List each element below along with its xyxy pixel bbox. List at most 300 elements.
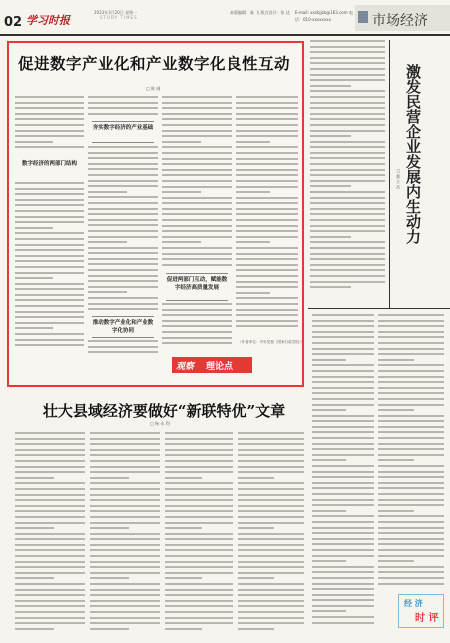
text-line bbox=[238, 449, 304, 451]
text-line bbox=[312, 381, 374, 383]
text-line bbox=[312, 404, 374, 406]
text-line bbox=[236, 197, 298, 199]
text-line bbox=[88, 275, 158, 277]
text-line bbox=[162, 118, 232, 120]
text-line bbox=[312, 454, 374, 456]
text-line bbox=[310, 208, 385, 210]
text-line bbox=[378, 471, 444, 473]
text-line bbox=[238, 477, 274, 479]
text-line bbox=[162, 314, 232, 316]
text-line bbox=[310, 74, 385, 76]
text-line bbox=[15, 594, 85, 596]
text-line bbox=[312, 487, 374, 489]
text-line bbox=[238, 432, 304, 434]
body-text-column bbox=[15, 182, 84, 350]
text-line bbox=[236, 202, 298, 204]
text-line bbox=[15, 322, 84, 324]
text-line bbox=[88, 286, 158, 288]
text-line bbox=[236, 107, 298, 109]
stamp-right-text: 理论点 bbox=[206, 362, 234, 372]
text-line bbox=[162, 208, 232, 210]
text-line bbox=[312, 622, 374, 624]
text-line bbox=[238, 617, 304, 619]
text-line bbox=[378, 515, 444, 517]
contact-info: E-mail: xxsbjjzk@163.com 电话：010-xxxxxxxx bbox=[295, 10, 353, 22]
text-line bbox=[162, 241, 201, 243]
text-line bbox=[236, 191, 270, 193]
text-line bbox=[88, 258, 158, 260]
text-line bbox=[162, 197, 232, 199]
text-line bbox=[162, 264, 232, 266]
text-line bbox=[312, 409, 346, 411]
text-line bbox=[165, 466, 233, 468]
text-line bbox=[310, 96, 385, 98]
text-line bbox=[165, 617, 233, 619]
text-line bbox=[15, 210, 84, 212]
badge-line-2: 时 评 bbox=[415, 613, 439, 624]
subhead: 促进两部门互动，赋能数字经济高质量发展 bbox=[166, 277, 228, 291]
text-line bbox=[15, 505, 85, 507]
text-line bbox=[15, 561, 85, 563]
text-line bbox=[165, 589, 233, 591]
text-line bbox=[15, 527, 54, 529]
text-line bbox=[378, 409, 414, 411]
text-line bbox=[165, 594, 233, 596]
text-line bbox=[312, 376, 374, 378]
text-line bbox=[236, 264, 298, 266]
text-line bbox=[90, 577, 129, 579]
text-line bbox=[312, 426, 374, 428]
text-line bbox=[165, 538, 233, 540]
text-line bbox=[238, 533, 304, 535]
text-line bbox=[88, 96, 158, 98]
second-article-headline[interactable]: 壮大县域经济要做好“新联特优”文章 bbox=[42, 402, 286, 420]
text-line bbox=[15, 443, 85, 445]
text-line bbox=[90, 494, 160, 496]
text-line bbox=[310, 236, 351, 238]
text-line bbox=[238, 443, 304, 445]
body-text-column bbox=[238, 432, 304, 636]
text-line bbox=[312, 560, 346, 562]
text-line bbox=[90, 533, 160, 535]
text-line bbox=[312, 364, 374, 366]
text-line bbox=[312, 336, 374, 338]
text-line bbox=[90, 622, 160, 624]
section-title: 市场经济 bbox=[372, 13, 428, 29]
text-line bbox=[165, 544, 233, 546]
text-line bbox=[236, 253, 298, 255]
text-line bbox=[88, 202, 158, 204]
text-line bbox=[165, 577, 202, 579]
text-line bbox=[236, 230, 298, 232]
text-line bbox=[15, 477, 54, 479]
column-article-headline[interactable]: 激发民营企业发展内生动力 bbox=[404, 64, 422, 244]
text-line bbox=[312, 504, 374, 506]
text-line bbox=[378, 555, 444, 557]
text-line bbox=[15, 232, 84, 234]
text-line bbox=[165, 516, 233, 518]
text-line bbox=[88, 208, 158, 210]
text-line bbox=[312, 515, 374, 517]
text-line bbox=[238, 499, 304, 501]
text-line bbox=[238, 466, 304, 468]
text-line bbox=[378, 487, 444, 489]
text-line bbox=[15, 227, 53, 229]
divider bbox=[92, 121, 154, 122]
text-line bbox=[15, 130, 84, 132]
text-line bbox=[88, 157, 158, 159]
text-line bbox=[162, 320, 232, 322]
text-line bbox=[162, 202, 232, 204]
text-line bbox=[15, 288, 84, 290]
text-line bbox=[162, 174, 232, 176]
text-line bbox=[378, 353, 444, 355]
text-line bbox=[378, 510, 414, 512]
text-line bbox=[165, 438, 233, 440]
text-line bbox=[310, 281, 385, 283]
text-line bbox=[90, 617, 160, 619]
text-line bbox=[165, 561, 233, 563]
text-line bbox=[15, 454, 85, 456]
text-line bbox=[378, 527, 444, 529]
text-line bbox=[165, 522, 233, 524]
text-line bbox=[88, 297, 158, 299]
body-text-column bbox=[165, 432, 233, 636]
text-line bbox=[312, 471, 374, 473]
text-line bbox=[236, 286, 298, 288]
text-line bbox=[88, 252, 158, 254]
text-line bbox=[236, 186, 298, 188]
text-line bbox=[90, 555, 160, 557]
text-line bbox=[236, 174, 298, 176]
issue-date: 2023年3月20日 星期一 bbox=[94, 10, 138, 15]
text-line bbox=[238, 505, 304, 507]
text-line bbox=[236, 146, 298, 148]
text-line bbox=[378, 364, 444, 366]
text-line bbox=[238, 622, 304, 624]
text-line bbox=[88, 280, 158, 282]
text-line bbox=[312, 465, 374, 467]
text-line bbox=[88, 263, 158, 265]
text-line bbox=[88, 191, 127, 193]
text-line bbox=[162, 191, 201, 193]
text-line bbox=[162, 163, 232, 165]
text-line bbox=[165, 533, 233, 535]
text-line bbox=[88, 247, 158, 249]
text-line bbox=[238, 510, 304, 512]
text-line bbox=[15, 283, 84, 285]
text-line bbox=[162, 141, 201, 143]
text-line bbox=[236, 247, 298, 249]
text-line bbox=[310, 90, 385, 92]
text-line bbox=[238, 594, 304, 596]
text-line bbox=[15, 141, 53, 143]
text-line bbox=[15, 102, 84, 104]
text-line bbox=[378, 577, 444, 579]
text-line bbox=[310, 146, 385, 148]
text-line bbox=[236, 135, 298, 137]
text-line bbox=[165, 611, 233, 613]
text-line bbox=[90, 628, 129, 630]
text-line bbox=[15, 466, 85, 468]
text-line bbox=[15, 199, 84, 201]
text-line bbox=[90, 605, 160, 607]
text-line bbox=[90, 516, 160, 518]
text-line bbox=[15, 260, 84, 262]
text-line bbox=[310, 202, 385, 204]
text-line bbox=[15, 146, 84, 148]
text-line bbox=[162, 130, 232, 132]
text-line bbox=[378, 476, 444, 478]
text-line bbox=[236, 275, 298, 277]
text-line bbox=[90, 460, 160, 462]
text-line bbox=[310, 85, 351, 87]
text-line bbox=[90, 499, 160, 501]
text-line bbox=[378, 320, 444, 322]
text-line bbox=[312, 588, 374, 590]
frame-line bbox=[389, 40, 390, 308]
text-line bbox=[165, 549, 233, 551]
text-line bbox=[378, 331, 444, 333]
text-line bbox=[310, 102, 385, 104]
text-line bbox=[162, 152, 232, 154]
text-line bbox=[162, 146, 232, 148]
text-line bbox=[236, 281, 298, 283]
text-line bbox=[15, 118, 84, 120]
text-line bbox=[90, 544, 160, 546]
text-line bbox=[312, 577, 374, 579]
text-line bbox=[236, 303, 298, 305]
text-line bbox=[15, 272, 84, 274]
text-line bbox=[165, 600, 233, 602]
text-line bbox=[238, 628, 274, 630]
text-line bbox=[310, 185, 351, 187]
text-line bbox=[90, 454, 160, 456]
text-line bbox=[165, 494, 233, 496]
text-line bbox=[310, 113, 385, 115]
subhead: 数字经济的两部门结构 bbox=[21, 161, 77, 167]
text-line bbox=[88, 291, 127, 293]
text-line bbox=[165, 555, 233, 557]
text-line bbox=[162, 169, 232, 171]
text-line bbox=[90, 438, 160, 440]
text-line bbox=[310, 163, 385, 165]
text-line bbox=[238, 438, 304, 440]
text-line bbox=[15, 182, 84, 184]
text-line bbox=[88, 351, 158, 353]
text-line bbox=[15, 572, 85, 574]
text-line bbox=[378, 454, 444, 456]
text-line bbox=[312, 348, 374, 350]
text-line bbox=[378, 465, 444, 467]
text-line bbox=[312, 616, 374, 618]
text-line bbox=[88, 346, 158, 348]
text-line bbox=[378, 538, 444, 540]
text-line bbox=[90, 510, 160, 512]
text-line bbox=[378, 392, 444, 394]
text-line bbox=[310, 57, 385, 59]
text-line bbox=[236, 163, 298, 165]
text-line bbox=[378, 499, 444, 501]
text-line bbox=[90, 522, 160, 524]
text-line bbox=[162, 258, 232, 260]
text-line bbox=[312, 320, 374, 322]
text-line bbox=[90, 572, 160, 574]
text-line bbox=[165, 482, 233, 484]
text-line bbox=[310, 107, 385, 109]
text-line bbox=[162, 135, 232, 137]
text-line bbox=[378, 504, 444, 506]
text-line bbox=[312, 387, 374, 389]
text-line bbox=[310, 118, 385, 120]
text-line bbox=[162, 158, 232, 160]
text-line bbox=[312, 437, 374, 439]
text-line bbox=[312, 476, 374, 478]
text-line bbox=[238, 454, 304, 456]
author-note: （作者单位：中央党校（国家行政学院）） bbox=[238, 340, 305, 344]
text-line bbox=[236, 102, 298, 104]
text-line bbox=[15, 113, 84, 115]
text-line bbox=[378, 437, 444, 439]
text-line bbox=[15, 333, 84, 335]
text-line bbox=[312, 555, 374, 557]
text-line bbox=[312, 314, 374, 316]
text-line bbox=[15, 238, 84, 240]
text-line bbox=[15, 617, 85, 619]
text-line bbox=[15, 460, 85, 462]
text-line bbox=[88, 113, 158, 115]
text-line bbox=[378, 583, 444, 585]
text-line bbox=[378, 549, 444, 551]
text-line bbox=[15, 193, 84, 195]
text-line bbox=[88, 102, 158, 104]
text-line bbox=[238, 611, 304, 613]
text-line bbox=[238, 522, 304, 524]
text-line bbox=[88, 107, 158, 109]
text-line bbox=[312, 415, 374, 417]
text-line bbox=[312, 499, 374, 501]
text-line bbox=[90, 505, 160, 507]
text-line bbox=[378, 348, 444, 350]
text-line bbox=[15, 600, 85, 602]
text-line bbox=[310, 247, 385, 249]
text-line bbox=[236, 113, 298, 115]
badge-line-1: 经 济 bbox=[404, 599, 423, 608]
text-line bbox=[312, 370, 374, 372]
frame-line bbox=[308, 308, 450, 309]
body-text-column bbox=[15, 96, 84, 156]
text-line bbox=[378, 404, 444, 406]
text-line bbox=[88, 241, 127, 243]
text-line bbox=[15, 339, 84, 341]
body-text-column bbox=[15, 432, 85, 636]
text-line bbox=[312, 420, 374, 422]
commentary-badge bbox=[398, 594, 444, 628]
text-line bbox=[236, 130, 298, 132]
text-line bbox=[378, 381, 444, 383]
text-line bbox=[310, 197, 385, 199]
text-line bbox=[236, 213, 298, 215]
text-line bbox=[15, 589, 85, 591]
text-line bbox=[165, 527, 202, 529]
text-line bbox=[15, 510, 85, 512]
text-line bbox=[378, 359, 414, 361]
text-line bbox=[165, 477, 202, 479]
text-line bbox=[15, 605, 85, 607]
text-line bbox=[236, 169, 298, 171]
body-text-column bbox=[312, 314, 374, 632]
text-line bbox=[90, 549, 160, 551]
text-line bbox=[88, 236, 158, 238]
text-line bbox=[15, 499, 85, 501]
text-line bbox=[15, 277, 53, 279]
text-line bbox=[15, 96, 84, 98]
text-line bbox=[378, 336, 444, 338]
newspaper-name-latin: STUDY TIMES bbox=[100, 15, 138, 20]
text-line bbox=[165, 510, 233, 512]
text-line bbox=[88, 163, 158, 165]
text-line bbox=[310, 130, 385, 132]
text-line bbox=[238, 600, 304, 602]
text-line bbox=[236, 325, 298, 327]
text-line bbox=[378, 314, 444, 316]
text-line bbox=[88, 196, 158, 198]
text-line bbox=[88, 340, 158, 342]
text-line bbox=[165, 471, 233, 473]
text-line bbox=[238, 488, 304, 490]
feature-headline[interactable]: 促进数字产业化和产业数字化良性互动 bbox=[18, 54, 291, 73]
text-line bbox=[310, 169, 385, 171]
text-line bbox=[90, 583, 160, 585]
text-line bbox=[378, 387, 444, 389]
text-line bbox=[378, 521, 444, 523]
text-line bbox=[238, 471, 304, 473]
page-masthead bbox=[0, 0, 450, 36]
page-number: 02 bbox=[4, 15, 23, 30]
text-line bbox=[312, 538, 374, 540]
text-line bbox=[312, 594, 374, 596]
text-line bbox=[88, 174, 158, 176]
text-line bbox=[15, 622, 85, 624]
text-line bbox=[238, 583, 304, 585]
text-line bbox=[88, 180, 158, 182]
text-line bbox=[15, 249, 84, 251]
text-line bbox=[238, 549, 304, 551]
text-line bbox=[310, 124, 385, 126]
text-line bbox=[15, 135, 84, 137]
text-line bbox=[312, 443, 374, 445]
text-line bbox=[310, 258, 385, 260]
text-line bbox=[90, 477, 129, 479]
text-line bbox=[236, 124, 298, 126]
column-article-byline: □ 董 立 杰 bbox=[396, 168, 401, 189]
text-line bbox=[165, 449, 233, 451]
text-line bbox=[378, 325, 444, 327]
text-line bbox=[312, 448, 374, 450]
text-line bbox=[236, 180, 298, 182]
text-line bbox=[378, 376, 444, 378]
text-line bbox=[15, 577, 54, 579]
text-line bbox=[88, 230, 158, 232]
text-line bbox=[90, 561, 160, 563]
text-line bbox=[15, 482, 85, 484]
text-line bbox=[88, 213, 158, 215]
text-line bbox=[312, 549, 374, 551]
text-line bbox=[312, 510, 346, 512]
text-line bbox=[310, 40, 385, 42]
text-line bbox=[310, 191, 385, 193]
text-line bbox=[312, 599, 374, 601]
